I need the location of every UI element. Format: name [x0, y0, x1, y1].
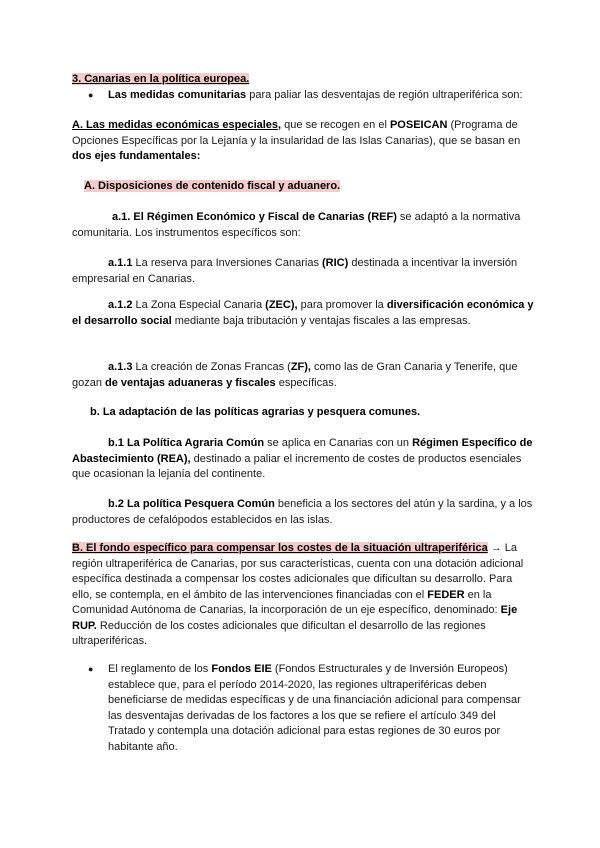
b2-paragraph [72, 497, 534, 528]
b1-text1: se aplica en Canarias con un [264, 437, 413, 449]
a13-label: a.1.3 [108, 361, 133, 373]
intro-bullet [108, 88, 548, 104]
b1-paragraph [72, 436, 534, 483]
part-a-paragraph [72, 118, 534, 165]
b1-bold1: b.1 La Política Agraria Común [108, 437, 265, 449]
b1-text2: destinado a paliar el incremento de costes de productos esenciales que ocasionan la lejanía del continente. [72, 452, 522, 480]
part-a-text2: (Programa de Opciones Específicas por la Lejanía y la insularidad de las Islas Canarias), que se basan en [72, 119, 521, 147]
fondos-text1: El reglamento de los [108, 663, 212, 675]
fondos-bold1: Fondos EIE [211, 663, 272, 675]
part-a-heading: A. Las medidas económicas especiales, [72, 119, 282, 131]
a11-paragraph [72, 256, 534, 287]
bullet-icon: ● [88, 90, 94, 100]
a13-text1: La creación de Zonas Francas ( [132, 361, 291, 373]
b2-bold: b.2 La política Pesquera Común [108, 498, 275, 510]
a12-label: a.1.2 [108, 299, 133, 311]
a1-rest: se adaptó a la normativa comunitaria. Los instrumentos específicos son: [72, 211, 521, 239]
sub-a-heading-text: A. Disposiciones de contenido fiscal y aduanero. [84, 180, 341, 192]
a1-paragraph [72, 210, 534, 241]
part-b-bold2: Eje RUP. [72, 604, 518, 632]
a13-paragraph [72, 360, 534, 391]
a12-text1: La Zona Especial Canaria [132, 299, 266, 311]
section-title-text: 3. Canarias en la política europea. [72, 73, 250, 85]
part-b-text1: → La región ultraperiférica de Canarias, por sus características, cuenta con una dotación adicional específica destinada a compensar los costes adicionales que dificultan su desarrollo. Para ello, se contempla, en el ámbito de las intervenciones financiadas con el [72, 542, 524, 601]
b2-rest: beneficia a los sectores del atún y la sardina, y a los productores de cefalópodos establecidos en las islas. [72, 498, 533, 526]
part-a-bold1: POSEICAN [389, 119, 448, 131]
intro-bold: Las medidas comunitarias [108, 89, 247, 101]
a11-text2: destinada a incentivar la inversión empresarial en Canarias. [72, 257, 518, 285]
a13-text3: específicas. [275, 376, 337, 389]
a13-bold1: ZF), [290, 361, 311, 373]
part-a-bold2: dos ejes fundamentales: [72, 150, 201, 162]
a1-bold: a.1. El Régimen Económico y Fiscal de Canarias (REF) [112, 211, 397, 223]
part-b-bold1: FEDER [427, 588, 465, 601]
a12-text3: mediante baja tributación y ventajas fiscales a las empresas. [171, 314, 471, 327]
a12-bold1: (ZEC), [265, 299, 298, 311]
intro-rest: para paliar las desventajas de región ultraperiférica son: [246, 89, 523, 101]
a11-label: a.1.1 [108, 257, 133, 269]
part-b-heading: B. El fondo específico para compensar los costes de la situación ultraperiférica [72, 542, 488, 554]
fondos-bullet [108, 662, 528, 755]
a13-bold2: de ventajas aduaneras y fiscales [105, 376, 276, 389]
part-b-paragraph [72, 541, 534, 650]
bullet-icon: ● [88, 664, 94, 674]
a13-text2: como las de Gran Canaria y Tenerife, que gozan [72, 361, 518, 389]
sub-a-heading [84, 179, 546, 195]
section-title [72, 72, 534, 88]
part-a-text1: que se recogen en el [281, 119, 390, 131]
a12-paragraph [72, 298, 534, 329]
sub-b-heading-text: b. La adaptación de las políticas agrarias y pesquera comunes. [90, 406, 421, 418]
part-b-text3: Reducción de los costes adicionales que dificultan el desarrollo de las regiones ultraperiféricas. [72, 619, 486, 647]
fondos-text2: (Fondos Estructurales y de Inversión Europeos) establece que, para el período 2014-2020, las regiones ultraperiféricas deben beneficiarse de medidas específicas y de una financiación adicional para compensar las desventajas derivadas de los factores a los que se refiere el artículo 349 del Tratado y contempla una dotación adicional para estas regiones de 30 euros por habitante año. [108, 663, 521, 753]
part-b-text2: en la Comunidad Autónoma de Canarias, la incorporación de un eje específico, denominado: [72, 588, 501, 616]
a12-bold2: diversificación económica y el desarrollo social [72, 299, 534, 327]
b1-bold2: Régimen Específico de Abastecimiento (REA), [72, 437, 533, 465]
sub-b-heading [90, 405, 552, 421]
a11-bold1: (RIC) [322, 257, 349, 269]
a12-text2: para promover la [297, 299, 387, 311]
a11-text1: La reserva para Inversiones Canarias [132, 257, 323, 269]
